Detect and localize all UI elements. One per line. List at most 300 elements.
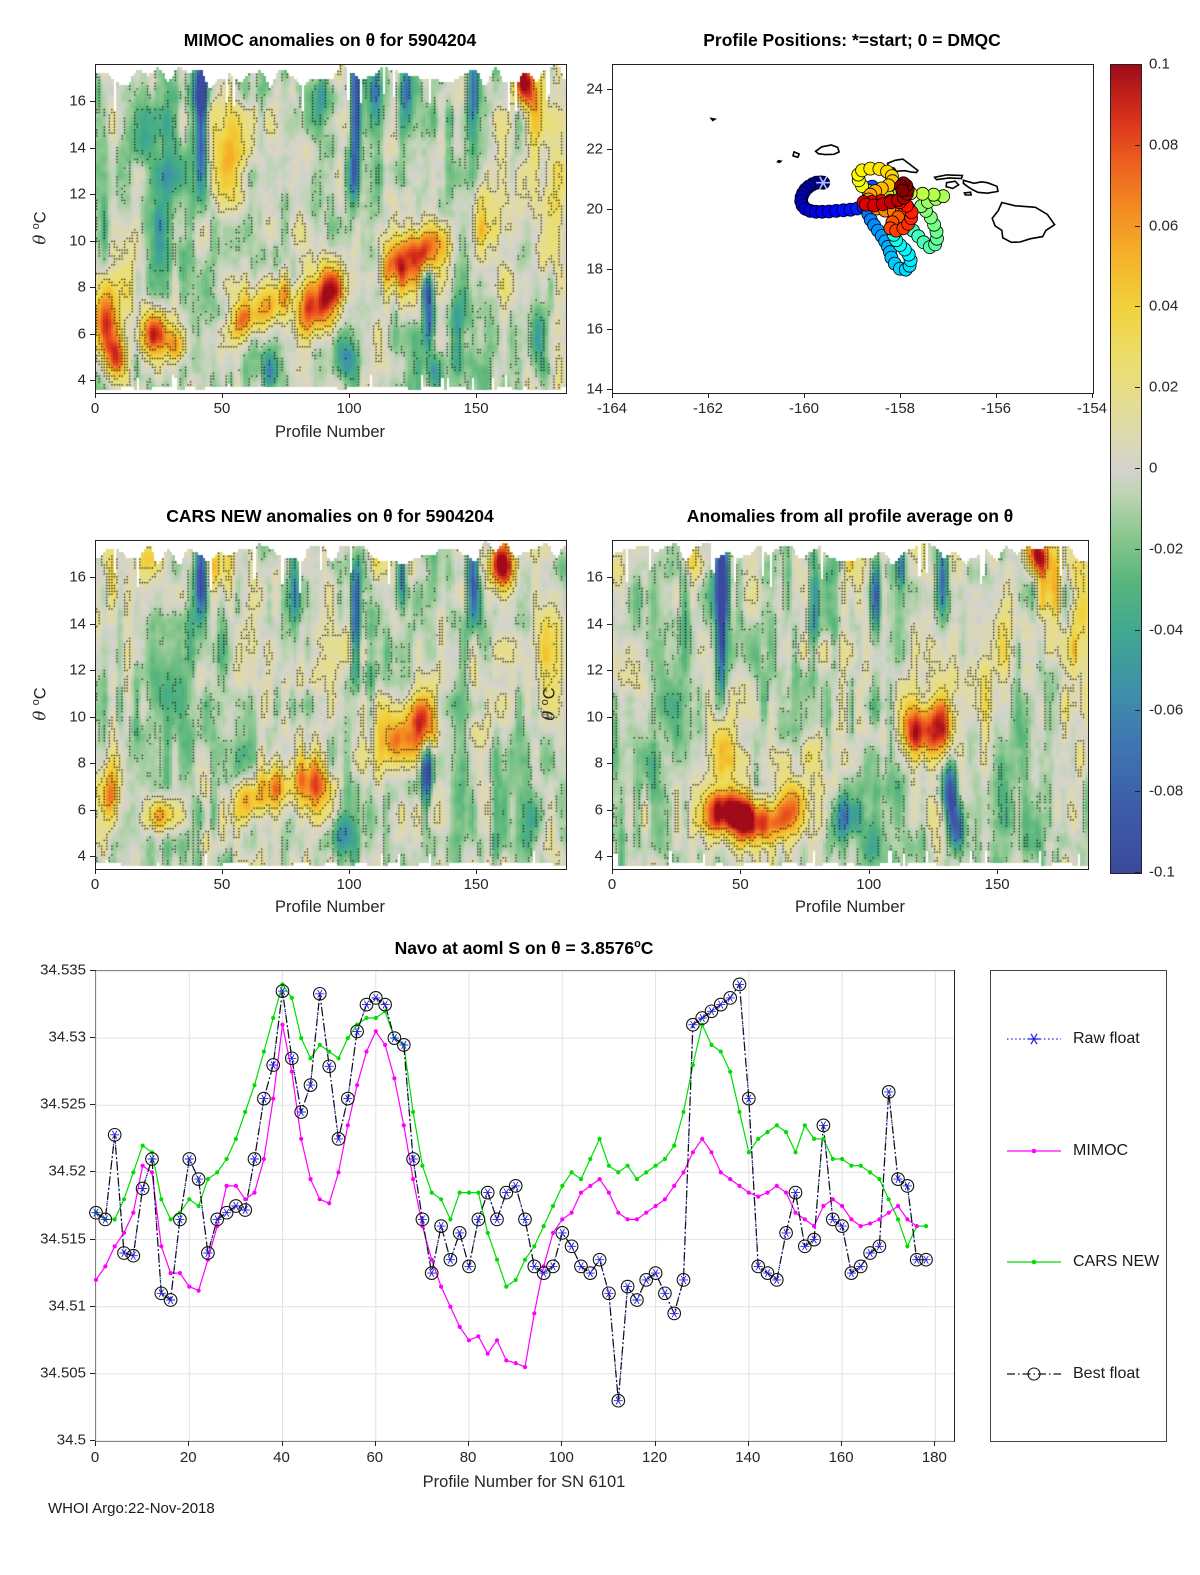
data-point [663,1197,667,1201]
tick-label: 12 [69,661,86,679]
data-point [700,1137,704,1141]
tick-label: 150 [984,876,1010,893]
data-point [765,1130,769,1134]
tick-label: 12 [69,185,86,203]
tick-label: 34.525 [40,1095,86,1113]
tick-mark [90,1171,95,1172]
data-point [756,1137,760,1141]
data-point [252,1083,256,1087]
tick-label: 140 [735,1449,761,1466]
tick-label: 14 [586,615,603,633]
data-point [271,1016,275,1020]
data-point [719,1050,723,1054]
data-point [327,1201,331,1205]
tick-mark [1135,145,1140,146]
data-point [654,1204,658,1208]
data-point [495,1338,499,1342]
tick-mark [95,869,96,874]
data-point [271,1097,275,1101]
data-point [784,1130,788,1134]
tick-mark [90,287,95,288]
raw-float-marker [670,1310,679,1318]
data-point [747,1150,751,1154]
data-point [868,1170,872,1174]
mimoc-xaxis-label: Profile Number [274,423,386,441]
data-point [262,1050,266,1054]
tick-mark [607,717,612,718]
tick-mark [748,1441,749,1446]
data-point [262,1157,266,1161]
data-point [626,1217,630,1221]
tick-mark [996,393,997,398]
tick-mark [1092,393,1093,398]
data-point [709,1043,713,1047]
tick-mark [708,393,709,398]
tick-label: -160 [788,400,820,417]
legend-item-cars-new [1005,1252,1159,1272]
mimoc-heatmap [95,64,567,394]
data-point [197,1289,201,1293]
data-point [840,1204,844,1208]
tick-mark [607,810,612,811]
tick-mark [90,856,95,857]
tick-label: 34.52 [48,1162,86,1180]
island-outline [793,152,799,157]
data-point [141,1144,145,1148]
tick-label: -0.02 [1149,540,1184,558]
data-point [728,1070,732,1074]
data-point [672,1144,676,1148]
data-point [476,1334,480,1338]
tick-label: 10 [69,232,86,250]
tick-label: 34.535 [40,961,86,979]
cars-heatmap [95,540,567,870]
data-point [607,1191,611,1195]
data-point [756,1195,760,1199]
tick-label: 150 [463,876,489,893]
tick-mark [90,1306,95,1307]
tick-mark [1135,630,1140,631]
tick-mark [90,148,95,149]
tick-mark [375,1441,376,1446]
tick-mark [188,1441,189,1446]
raw-float-marker [884,1088,893,1096]
data-point [122,1231,126,1235]
tick-mark [1135,549,1140,550]
tick-mark [1135,226,1140,227]
data-point [654,1164,658,1168]
tick-mark [607,149,612,150]
data-point [570,1211,574,1215]
cars-xaxis-label: Profile Number [274,898,386,916]
data-point [225,1184,229,1188]
tick-mark [607,763,612,764]
profile-position-dot [916,187,929,200]
data-point [299,1036,303,1040]
data-point [439,1197,443,1201]
tick-mark [95,393,96,398]
tick-label: 40 [273,1449,290,1466]
data-point [159,1244,163,1248]
tick-label: 20 [179,1449,197,1466]
data-point [877,1177,881,1181]
tick-mark [1135,306,1140,307]
tick-label: 34.515 [40,1230,86,1248]
data-point [504,1358,508,1362]
island-outline [963,180,998,193]
data-point [765,1191,769,1195]
raw-float-marker [595,1256,604,1264]
data-point [905,1244,909,1248]
tick-label: -158 [884,400,916,417]
data-point [150,1170,154,1174]
data-point [896,1217,900,1221]
data-point [141,1164,145,1168]
data-point [663,1157,667,1161]
data-point [374,1016,378,1020]
data-point [252,1191,256,1195]
data-point [728,1177,732,1181]
salinity-chart-title: Navo at aoml S on $\theta = 3.8576^oC$ [394,938,654,958]
legend-item-best-float [1005,1364,1140,1384]
legend-label: Best float [1073,1365,1140,1382]
tick-label: -0.1 [1149,863,1175,881]
tick-label: 80 [459,1449,477,1466]
tick-mark [607,856,612,857]
data-point [486,1231,490,1235]
data-point [709,1150,713,1154]
data-point [159,1197,163,1201]
data-point [131,1211,135,1215]
tick-mark [804,393,805,398]
tick-label: 0 [90,876,100,893]
tick-mark [90,1373,95,1374]
data-point [364,1050,368,1054]
data-point [737,1110,741,1114]
data-point [94,1278,98,1282]
raw-float-marker [782,1229,791,1237]
tick-label: 160 [828,1449,854,1466]
tick-label: 0.04 [1149,297,1179,315]
tick-label: 8 [77,754,86,772]
data-point [607,1164,611,1168]
avg-panel-title: Anomalies from all profile average on θ [686,506,1014,526]
data-point [831,1157,835,1161]
tick-label: 24 [586,80,603,98]
data-point [793,1150,797,1154]
tick-mark [222,393,223,398]
tick-mark [607,670,612,671]
data-point [532,1311,536,1315]
tick-mark [612,869,613,874]
data-point [187,1197,191,1201]
data-point [737,1184,741,1188]
data-point [187,1285,191,1289]
salinity-line-chart [95,970,955,1442]
tick-label: 0.1 [1149,55,1170,73]
data-point [681,1170,685,1174]
tick-label: 16 [69,568,86,586]
profile-position-dot [896,184,909,197]
legend-sample-dashdot [1005,1364,1063,1384]
data-point [896,1204,900,1208]
tick-mark [1135,64,1140,65]
tick-mark [349,393,350,398]
data-point [169,1217,173,1221]
legend-label: Raw float [1073,1030,1140,1047]
map-panel-title: Profile Positions: *=start; 0 = DMQC [703,30,1001,50]
legend-sample-solid [1005,1141,1063,1161]
data-point [691,1063,695,1067]
tick-label: 0 [1149,459,1158,477]
tick-label: 16 [69,92,86,110]
data-point [374,1029,378,1033]
data-point [131,1170,135,1174]
data-point [551,1204,555,1208]
data-point [113,1244,117,1248]
legend-item-mimoc [1005,1141,1128,1161]
tick-mark [607,209,612,210]
mimoc-yaxis-label: θ $^o$C [29,211,50,245]
raw-float-marker [455,1229,464,1237]
data-point [887,1211,891,1215]
tick-label: 34.505 [40,1364,86,1382]
tick-mark [841,1441,842,1446]
data-point [476,1191,480,1195]
island-outline [816,145,840,155]
data-point [206,1177,210,1181]
data-point [672,1184,676,1188]
tick-mark [90,670,95,671]
tick-mark [90,970,95,971]
tick-label: 12 [586,661,603,679]
data-point [616,1170,620,1174]
tick-mark [740,869,741,874]
tick-mark [90,577,95,578]
tick-mark [90,1440,95,1441]
data-point [448,1217,452,1221]
data-point [486,1352,490,1356]
island-outline [964,192,971,195]
data-point [495,1258,499,1262]
data-point [831,1197,835,1201]
tick-label: 16 [586,320,603,338]
data-point [905,1217,909,1221]
tick-label: 180 [921,1449,947,1466]
data-point [308,1177,312,1181]
island-outline [992,203,1054,243]
data-point [523,1258,527,1262]
tick-mark [607,577,612,578]
data-point [346,1123,350,1127]
data-point [775,1184,779,1188]
data-point [719,1170,723,1174]
data-point [402,1123,406,1127]
data-point [392,1076,396,1080]
data-point [243,1110,247,1114]
data-point [812,1137,816,1141]
data-point [467,1338,471,1342]
data-point [122,1197,126,1201]
data-point [336,1056,340,1060]
data-point [849,1164,853,1168]
legend-sample-solid [1005,1252,1063,1272]
footer-datestamp: WHOI Argo:22-Nov-2018 [48,1500,215,1517]
tick-label: 0 [607,876,617,893]
tick-mark [90,334,95,335]
tick-label: 8 [77,278,86,296]
legend-label: MIMOC [1073,1142,1129,1159]
data-point [234,1184,238,1188]
island-outline [946,181,959,188]
data-point [598,1137,602,1141]
data-point [626,1164,630,1168]
island-outline [778,161,781,163]
data-point [784,1191,788,1195]
data-point [859,1224,863,1228]
data-point [877,1217,881,1221]
tick-mark [95,1441,96,1446]
tick-mark [90,624,95,625]
data-point [598,1177,602,1181]
data-point [411,1177,415,1181]
data-point [299,1137,303,1141]
tick-label: 0.02 [1149,378,1179,396]
data-point [747,1191,751,1195]
profile-positions-map [612,64,1094,394]
tick-label: 0.08 [1149,136,1179,154]
tick-label: 100 [336,400,362,417]
tick-mark [349,869,350,874]
data-point [411,1110,415,1114]
data-point [616,1211,620,1215]
anomaly-colorbar [1110,64,1142,874]
legend-label: CARS NEW [1073,1253,1160,1270]
data-point [840,1157,844,1161]
tick-label: 6 [594,801,603,819]
data-point [868,1221,872,1225]
raw-float-marker [660,1289,669,1297]
data-point [579,1177,583,1181]
tick-mark [869,869,870,874]
tick-label: -164 [596,400,628,417]
data-point [243,1197,247,1201]
tick-label: 150 [463,400,489,417]
raw-float-marker [446,1256,455,1264]
data-point [821,1137,825,1141]
data-point [169,1271,173,1275]
tick-mark [90,717,95,718]
tick-mark [997,869,998,874]
data-point [579,1191,583,1195]
tick-label: 120 [642,1449,668,1466]
tick-label: 4 [77,847,86,865]
data-point [290,1070,294,1074]
data-point [336,1170,340,1174]
tick-label: 18 [586,260,603,278]
raw-float-marker [138,1185,147,1193]
tick-mark [468,1441,469,1446]
tick-label: 6 [77,801,86,819]
tick-label: 4 [77,371,86,389]
avg-yaxis-label: θ $^o$C [538,687,559,721]
tick-mark [607,624,612,625]
data-point [234,1137,238,1141]
mimoc-panel-title: MIMOC anomalies on θ for 5904204 [183,30,477,50]
tick-mark [90,763,95,764]
tick-label: 100 [548,1449,574,1466]
legend-sample-dotted [1005,1029,1063,1049]
data-point [803,1217,807,1221]
salinity-legend [990,970,1167,1442]
data-point [448,1305,452,1309]
data-point [523,1365,527,1369]
tick-label: 34.5 [56,1431,86,1449]
tick-mark [607,89,612,90]
data-point [821,1204,825,1208]
cars-yaxis-label: θ $^o$C [29,687,50,721]
data-point [318,1197,322,1201]
data-point [849,1217,853,1221]
cars-panel-title: CARS NEW anomalies on θ for 5904204 [166,506,494,526]
tick-label: 100 [336,876,362,893]
raw-float-marker [632,1296,641,1304]
tick-label: 4 [594,847,603,865]
data-point [560,1217,564,1221]
data-point [644,1211,648,1215]
raw-float-marker [493,1216,502,1224]
data-point [681,1110,685,1114]
legend-item-raw-float [1005,1029,1140,1049]
salinity-xaxis-label: Profile Number for SN 6101 [422,1473,626,1491]
tick-label: 34.51 [48,1297,86,1315]
raw-float-marker [567,1242,576,1250]
data-point [197,1204,201,1208]
tick-label: 0 [90,400,100,417]
tick-label: 20 [586,200,603,218]
tick-mark [90,101,95,102]
tick-label: 100 [856,876,882,893]
data-point [225,1157,229,1161]
tick-label: 0 [90,1449,100,1466]
tick-label: 10 [586,708,603,726]
tick-label: -156 [980,400,1012,417]
tick-label: -0.06 [1149,701,1184,719]
tick-mark [90,1037,95,1038]
tick-mark [607,269,612,270]
data-point [458,1325,462,1329]
data-point [635,1217,639,1221]
tick-mark [282,1441,283,1446]
avg-heatmap [612,540,1089,870]
data-point [504,1285,508,1289]
island-outline [711,119,714,121]
data-point [803,1123,807,1127]
tick-mark [1135,387,1140,388]
tick-label: 14 [69,615,86,633]
tick-mark [90,380,95,381]
data-point [635,1177,639,1181]
avg-xaxis-label: Profile Number [794,898,906,916]
data-point [430,1191,434,1195]
tick-label: 16 [586,568,603,586]
tick-label: 8 [594,754,603,772]
tick-label: 0.06 [1149,217,1179,235]
island-outline [935,175,963,180]
data-point [793,1211,797,1215]
tick-label: -154 [1076,400,1108,417]
tick-mark [1135,710,1140,711]
